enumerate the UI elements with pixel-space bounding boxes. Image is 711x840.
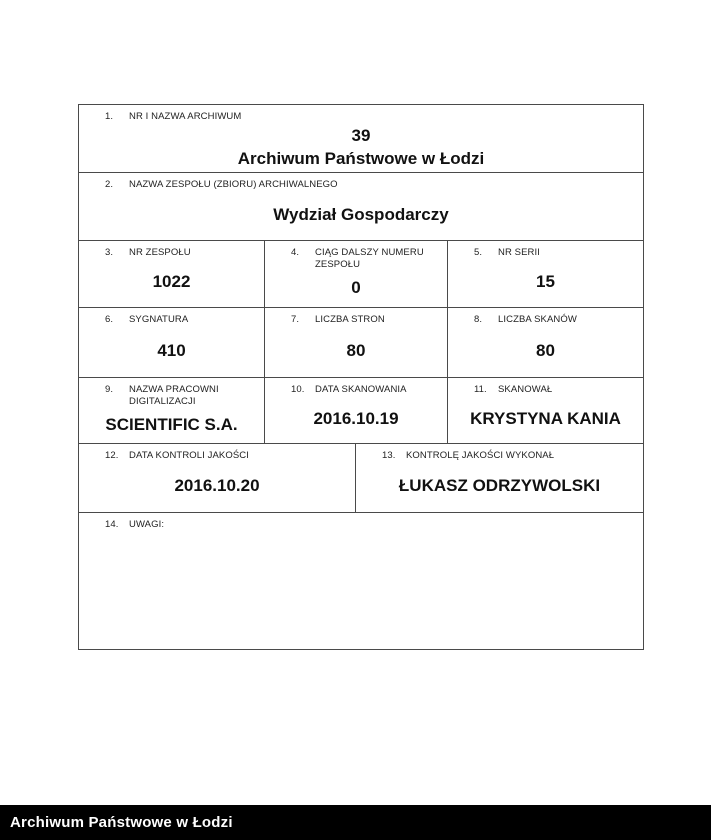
field-value: ŁUKASZ ODRZYWOLSKI — [398, 476, 601, 495]
field-label-text: UWAGI: — [129, 519, 165, 530]
field-value: 2016.10.19 — [313, 408, 399, 428]
field-5-nr-serii — [447, 241, 643, 307]
field-label-text: NAZWA PRACOWNI DIGITALIZACJI — [129, 384, 219, 407]
table-row — [79, 307, 643, 377]
field-value: Wydział Gospodarczy — [273, 204, 449, 224]
field-label — [79, 444, 355, 462]
table-row — [79, 377, 643, 443]
field-value: 0 — [351, 278, 361, 297]
footer-archive-title: Archiwum Państwowe w Łodzi — [10, 814, 233, 831]
field-value: 410 — [157, 340, 186, 360]
field-value: 1022 — [152, 272, 191, 291]
field-number: 2. — [105, 179, 114, 190]
field-label — [79, 173, 643, 191]
field-value: KRYSTYNA KANIA — [470, 408, 621, 428]
footer-bar — [0, 805, 711, 840]
field-value — [79, 531, 643, 649]
field-label-text: LICZBA SKANÓW — [498, 314, 577, 325]
field-label-text: LICZBA STRON — [315, 314, 385, 325]
field-number: 7. — [291, 314, 300, 325]
table-row — [79, 172, 643, 240]
field-number: 4. — [291, 247, 300, 258]
archive-number: 39 — [351, 125, 371, 145]
field-label — [265, 308, 447, 326]
field-number: 9. — [105, 384, 114, 395]
field-label — [265, 241, 447, 271]
field-8-liczba-skanow — [447, 308, 643, 377]
field-label-text: DATA SKANOWANIA — [315, 384, 407, 395]
field-value: SCIENTIFIC S.A. — [105, 414, 238, 434]
field-number: 5. — [474, 247, 483, 258]
field-number: 8. — [474, 314, 483, 325]
field-label-text: KONTROLĘ JAKOŚCI WYKONAŁ — [406, 450, 555, 461]
field-7-liczba-stron — [264, 308, 447, 377]
field-number: 3. — [105, 247, 114, 258]
archive-name: Archiwum Państwowe w Łodzi — [237, 148, 485, 168]
field-10-data-skanowania — [264, 378, 447, 443]
field-value: 15 — [536, 272, 555, 291]
field-value: 80 — [346, 340, 366, 360]
field-label — [79, 241, 264, 259]
field-value: 2016.10.20 — [174, 476, 260, 495]
field-4-ciag-dalszy-numeru-zespolu — [264, 241, 447, 307]
field-label — [448, 378, 643, 396]
table-row — [79, 512, 643, 649]
field-label-text: CIĄG DALSZY NUMERU ZESPOŁU — [315, 247, 424, 270]
field-number: 1. — [105, 111, 114, 122]
field-11-skanowal — [447, 378, 643, 443]
field-14-uwagi — [79, 513, 643, 649]
field-label — [79, 513, 643, 531]
field-value — [79, 123, 643, 172]
field-label-text: NAZWA ZESPOŁU (ZBIORU) ARCHIWALNEGO — [129, 179, 338, 190]
field-value: 80 — [536, 340, 555, 360]
field-label-text: SKANOWAŁ — [498, 384, 553, 395]
field-label — [448, 308, 643, 326]
field-label-text: NR I NAZWA ARCHIWUM — [129, 111, 242, 122]
field-3-nr-zespolu — [79, 241, 264, 307]
table-row — [79, 240, 643, 307]
field-label-text: NR ZESPOŁU — [129, 247, 191, 258]
field-6-sygnatura — [79, 308, 264, 377]
field-9-nazwa-pracowni-digitalizacji — [79, 378, 264, 443]
field-label — [79, 105, 643, 123]
field-2-nazwa-zespolu — [79, 173, 643, 240]
field-number: 12. — [105, 450, 119, 461]
field-label-text: NR SERII — [498, 247, 540, 258]
field-label — [356, 444, 643, 462]
field-number: 6. — [105, 314, 114, 325]
table-row — [79, 105, 643, 172]
field-12-data-kontroli-jakosci — [79, 444, 355, 512]
field-label — [79, 378, 264, 408]
archive-metadata-table — [78, 104, 644, 650]
field-number: 13. — [382, 450, 396, 461]
field-13-kontrole-jakosci-wykonal — [355, 444, 643, 512]
field-label-text: SYGNATURA — [129, 314, 189, 325]
field-number: 14. — [105, 519, 119, 530]
field-1-nr-i-nazwa-archiwum — [79, 105, 643, 172]
table-row — [79, 443, 643, 512]
field-label — [79, 308, 264, 326]
field-label — [265, 378, 447, 396]
field-label — [448, 241, 643, 259]
field-label-text: DATA KONTROLI JAKOŚCI — [129, 450, 249, 461]
field-number: 10. — [291, 384, 305, 395]
field-number: 11. — [474, 384, 487, 395]
